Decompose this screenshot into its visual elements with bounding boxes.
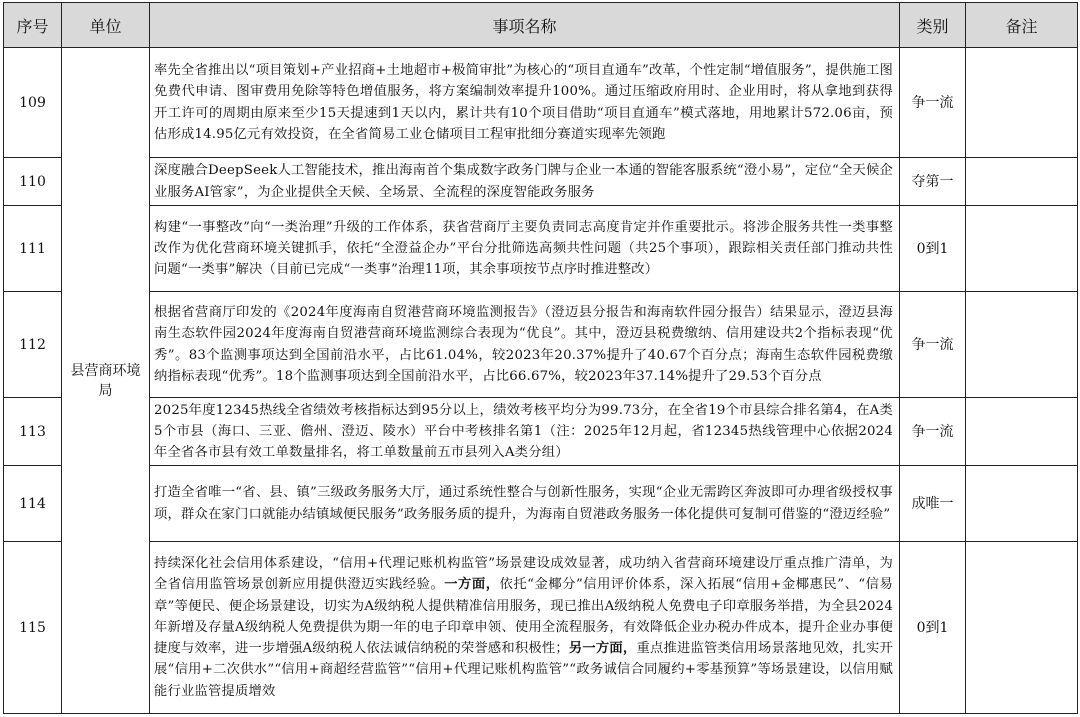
row-category: 0到1 bbox=[900, 542, 966, 714]
description-text: 持续深化社会信用体系建设，“信用+代理记账机构监管”场景建设成效显著，成功纳入省营商环境建设厅重点推广清单，为全省信用监管场景创新应用提供澄迈实践经验。 bbox=[154, 556, 893, 593]
description-text: 重点推进监管类信用场景落地见效，扎实开展“信用+二次供水”“信用+商超经营监管”“信用+代理记账机构监管”“政务诚信合同履约+零基预算”等场景建设，以信用赋能行业监管提质增效 bbox=[154, 641, 893, 699]
table-row bbox=[4, 158, 1078, 206]
row-description: 打造全省唯一“省、县、镇”三级政务服务大厅，通过系统性整合与创新性服务，实现“企业无需跨区奔波即可办理省级授权事项，群众在家门口就能办结镇域便民服务”政务服务质的提升，为海南自贸港政务服务一体化提供可复制可借鉴的“澄迈经验” bbox=[150, 466, 900, 542]
row-remark bbox=[966, 466, 1078, 542]
row-description: 深度融合DeepSeek人工智能技术，推出海南首个集成数字政务门牌与企业一本通的智能客服系统“澄小易”，定位“全天候企业服务AI管家”，为企业提供全天候、全场景、全流程的深度智能政务服务 bbox=[150, 158, 900, 206]
table-header-row bbox=[4, 3, 1078, 48]
row-number: 111 bbox=[4, 206, 62, 292]
description-text: 依托“金椰分”信用评价体系，深入拓展“信用+金椰惠民”、“信易章”等便民、便企场景建设，切实为A级纳税人提供精准信用服务，现已推出A级纳税人免费电子印章服务举措，为全县2024年新增及存量A级纳税人免费提供为期一年的电子印章申领、使用全流程服务，有效降低企业办税办件成本，提升企业办事便捷度与效率，进一步增强A级纳税人依法诚信纳税的荣誉感和积极性； bbox=[154, 577, 893, 657]
row-number: 112 bbox=[4, 292, 62, 398]
table-row bbox=[4, 542, 1078, 714]
row-remark bbox=[966, 398, 1078, 466]
row-category: 0到1 bbox=[900, 206, 966, 292]
header-seq: 序号 bbox=[4, 3, 62, 48]
row-number: 110 bbox=[4, 158, 62, 206]
row-category: 争一流 bbox=[900, 398, 966, 466]
header-unit: 单位 bbox=[62, 3, 150, 48]
row-remark bbox=[966, 206, 1078, 292]
row-number: 109 bbox=[4, 48, 62, 158]
table-row bbox=[4, 48, 1078, 158]
row-number: 115 bbox=[4, 542, 62, 714]
row-category: 争一流 bbox=[900, 48, 966, 158]
row-category: 成唯一 bbox=[900, 466, 966, 542]
row-number: 114 bbox=[4, 466, 62, 542]
items-table bbox=[3, 2, 1078, 714]
header-category: 类别 bbox=[900, 3, 966, 48]
emphasis-text: 另一方面， bbox=[568, 641, 637, 657]
table-row bbox=[4, 292, 1078, 398]
row-category: 争一流 bbox=[900, 292, 966, 398]
row-category: 夺第一 bbox=[900, 158, 966, 206]
row-description: 2025年度12345热线全省绩效考核指标达到95分以上，绩效考核平均分为99.73分，在全省19个市县综合排名第4，在A类5个市县（海口、三亚、儋州、澄迈、陵水）平台中考核排名第1（注：2025年12月起，省12345热线管理中心依据2024年全省各市县有效工单数量排名，将工单数量前五市县列入A类分组） bbox=[150, 398, 900, 466]
row-description: 构建“一事整改”向“一类治理”升级的工作体系，获省营商厅主要负责同志高度肯定并作重要批示。将涉企服务共性一类事整改作为优化营商环境关键抓手，依托“全澄益企办”平台分批筛选高频共性问题（共25个事项），跟踪相关责任部门推动共性问题“一类事”解决（目前已完成“一类事”治理11项，其余事项按节点序时推进整改） bbox=[150, 206, 900, 292]
unit-cell: 县营商环境局 bbox=[62, 48, 150, 714]
table-row bbox=[4, 398, 1078, 466]
row-remark bbox=[966, 542, 1078, 714]
row-description: 根据省营商厅印发的《2024年度海南自贸港营商环境监测报告》（澄迈县分报告和海南软件园分报告）结果显示，澄迈县海南生态软件园2024年度海南自贸港营商环境监测综合表现为“优良”。其中，澄迈县税费缴纳、信用建设共2个指标表现“优秀”。83个监测事项达到全国前沿水平，占比61.04%，较2023年20.37%提升了40.67个百分点；海南生态软件园税费缴纳指标表现“优秀”。18个监测事项达到全国前沿水平，占比66.67%，较2023年37.14%提升了29.53个百分点 bbox=[150, 292, 900, 398]
table-row bbox=[4, 466, 1078, 542]
table-row bbox=[4, 206, 1078, 292]
header-item: 事项名称 bbox=[150, 3, 900, 48]
row-description bbox=[150, 542, 900, 714]
emphasis-text: 一方面， bbox=[444, 577, 500, 593]
row-number: 113 bbox=[4, 398, 62, 466]
row-remark bbox=[966, 48, 1078, 158]
row-remark bbox=[966, 292, 1078, 398]
row-remark bbox=[966, 158, 1078, 206]
header-remark: 备注 bbox=[966, 3, 1078, 48]
row-description: 率先全省推出以“项目策划+产业招商+土地超市+极简审批”为核心的“项目直通车”改革，个性定制“增值服务”，提供施工图免费代申请、图审费用免除等特色增值服务，将方案编制效率提升100%。通过压缩政府用时、企业用时，将从拿地到获得开工许可的周期由原来至少15天提速到1天以内，累计共有10个项目借助“项目直通车”模式落地，用地累计572.06亩，预估形成14.95亿元有效投资，在全省简易工业仓储项目工程审批细分赛道实现率先领跑 bbox=[150, 48, 900, 158]
